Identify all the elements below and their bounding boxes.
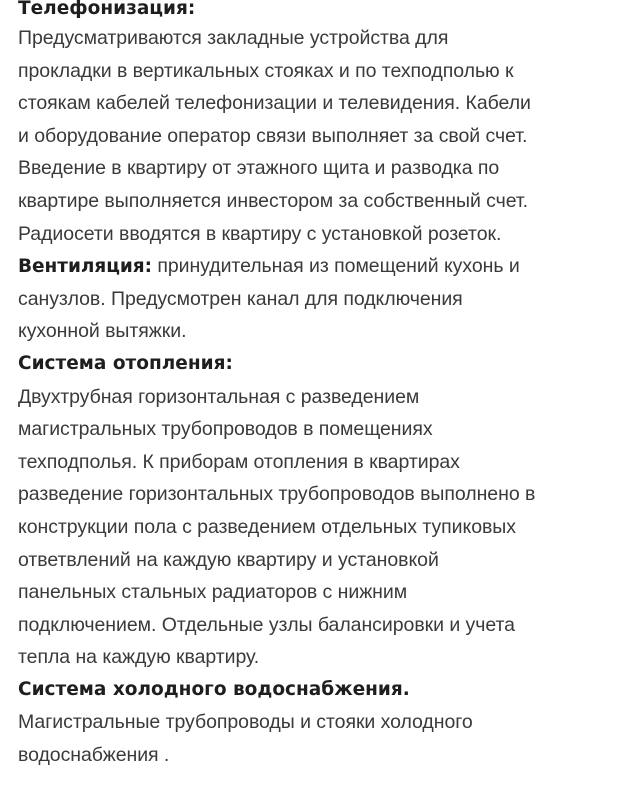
paragraph-line: ответвлений на каждую квартиру и установкой bbox=[18, 548, 439, 571]
paragraph-line: разведение горизонтальных трубопроводов выполнено в bbox=[18, 483, 536, 506]
paragraph-line: Радиосети вводятся в квартиру с установкой розеток. bbox=[18, 222, 502, 245]
paragraph-line: прокладки в вертикальных стояках и по техподполью к bbox=[18, 59, 514, 82]
ventilation-first-line bbox=[18, 250, 629, 283]
paragraph-line: Двухтрубная горизонтальная с разведением bbox=[18, 385, 420, 408]
paragraph-line: стоякам кабелей телефонизации и телевидения. Кабели bbox=[18, 92, 531, 115]
heading-ventilation: Вентиляция: bbox=[18, 256, 152, 278]
heading-heating: Система отопления: bbox=[18, 352, 233, 374]
paragraph-line: водоснабжения . bbox=[18, 744, 170, 767]
paragraph-line: подключением. Отдельные узлы балансировки и учета bbox=[18, 613, 515, 636]
paragraph-line: квартире выполняется инвестором за собственный счет. bbox=[18, 189, 528, 212]
heading-telephony: Телефонизация: bbox=[18, 0, 196, 19]
paragraph-line: Магистральные трубопроводы и стояки холодного bbox=[18, 711, 473, 734]
paragraph-line: Предусматриваются закладные устройства для bbox=[18, 27, 449, 49]
heading-cold-water: Система холодного водоснабжения. bbox=[18, 678, 410, 700]
paragraph-line: панельных стальных радиаторов с нижним bbox=[18, 581, 408, 604]
ventilation-first-line-text: принудительная из помещений кухонь и bbox=[151, 255, 520, 278]
paragraph-line: техподполья. К приборам отопления в квартирах bbox=[18, 450, 460, 473]
paragraph-line: Введение в квартиру от этажного щита и разводка по bbox=[18, 157, 500, 180]
paragraph-line: и оборудование оператор связи выполняет за свой счет. bbox=[18, 124, 528, 147]
paragraph-line: кухонной вытяжки. bbox=[18, 320, 187, 343]
paragraph-line: магистральных трубопроводов в помещениях bbox=[18, 418, 433, 441]
paragraph-line: санузлов. Предусмотрен канал для подключения bbox=[18, 287, 463, 310]
paragraph-line: тепла на каждую квартиру. bbox=[18, 646, 260, 669]
paragraph-line: конструкции пола с разведением отдельных тупиковых bbox=[18, 515, 516, 538]
